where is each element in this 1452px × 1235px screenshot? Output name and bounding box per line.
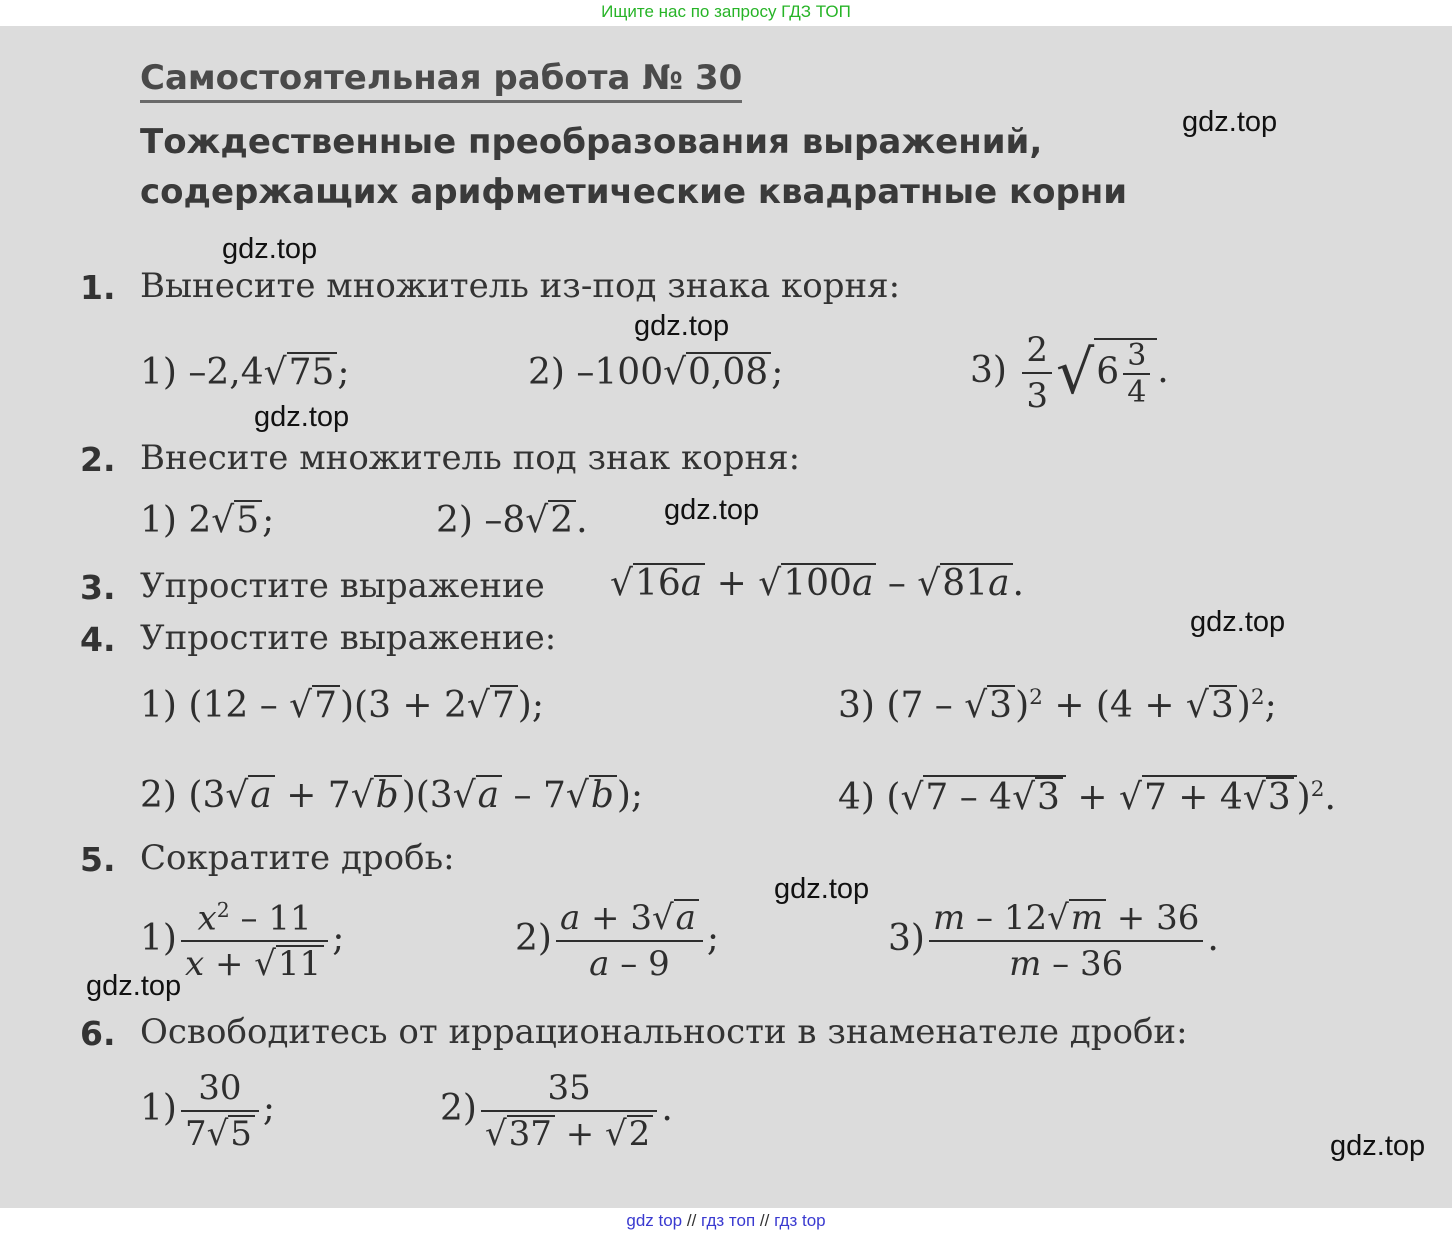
task-3-expression: √16a + √100a – √81a.: [610, 563, 1024, 604]
watermark: gdz.top: [664, 494, 760, 526]
task-1-text: Вынесите множитель из-под знака корня:: [140, 266, 901, 306]
task-4-text: Упростите выражение:: [140, 618, 557, 658]
bottom-links: [0, 1208, 1452, 1235]
watermark: gdz.top: [774, 873, 870, 905]
task-1-item-2: 2) –100√0,08;: [528, 352, 784, 393]
task-2-item-1: 1) 2√5;: [140, 500, 275, 541]
task-6-number: 6.: [80, 1014, 116, 1053]
watermark: gdz.top: [634, 310, 730, 342]
task-6-item-1: 1) $\frac{30}{7√5}$ ;: [140, 1068, 276, 1154]
subtitle-line-1: Тождественные преобразования выражений,: [140, 122, 1043, 162]
task-4-item-1: 1) (12 – √7)(3 + 2√7);: [140, 685, 544, 726]
task-2-item-2: 2) –8√2.: [436, 500, 588, 541]
task-4-item-2: 2) (3√a + 7√b)(3√a – 7√b);: [140, 775, 644, 816]
bottom-link-3[interactable]: гдз top: [774, 1211, 826, 1230]
watermark: gdz.top: [86, 970, 182, 1002]
task-3-number: 3.: [80, 568, 116, 607]
task-6-item-2: 2) $\frac{35}{√37 + √2}$ .: [440, 1068, 673, 1154]
watermark: gdz.top: [222, 233, 318, 265]
watermark: gdz.top: [1190, 606, 1286, 638]
page-title: Самостоятельная работа № 30: [140, 58, 742, 103]
task-5-number: 5.: [80, 840, 116, 879]
task-1-number: 1.: [80, 268, 116, 307]
task-3-text: Упростите выражение: [140, 566, 545, 606]
task-2-text: Внесите множитель под знак корня:: [140, 438, 801, 478]
task-4-number: 4.: [80, 620, 116, 659]
task-5-text: Сократите дробь:: [140, 838, 455, 878]
task-6-text: Освободитесь от иррациональности в знаменателе дроби:: [140, 1012, 1188, 1052]
task-1-item-1: 1) –2,4√75;: [140, 352, 350, 393]
watermark: gdz.top: [1330, 1130, 1426, 1162]
task-1-item-3: 3) $\frac{2}{3}$ √6 $\frac{3}{4}$ .: [970, 330, 1169, 416]
task-5-item-2: 2) $\frac{a + 3√a}{a - 9}$ ;: [515, 898, 720, 984]
task-4-item-4: 4) (√7 – 4√3 + √7 + 4√3 )$^2$.: [838, 777, 1336, 818]
bottom-link-1[interactable]: gdz top: [626, 1211, 683, 1230]
task-5-item-3: 3) $\frac{m - 12√m + 36}{m - 36}$ .: [888, 898, 1219, 984]
task-5-item-1: 1) $\frac{x^2 - 11}{x + √11}$ ;: [140, 898, 345, 985]
bottom-link-2[interactable]: гдз топ: [701, 1211, 756, 1230]
bottom-separator: //: [759, 1211, 770, 1230]
watermark: gdz.top: [1182, 106, 1278, 138]
bottom-separator: //: [686, 1211, 697, 1230]
subtitle-line-2: содержащих арифметические квадратные корни: [140, 172, 1128, 212]
top-banner[interactable]: Ищите нас по запросу ГДЗ ТОП: [601, 2, 851, 21]
watermark: gdz.top: [254, 401, 350, 433]
task-4-item-3: 3) $(7 - √3)^2 + (4 + √3)^2$;: [838, 685, 1277, 726]
task-2-number: 2.: [80, 440, 116, 479]
